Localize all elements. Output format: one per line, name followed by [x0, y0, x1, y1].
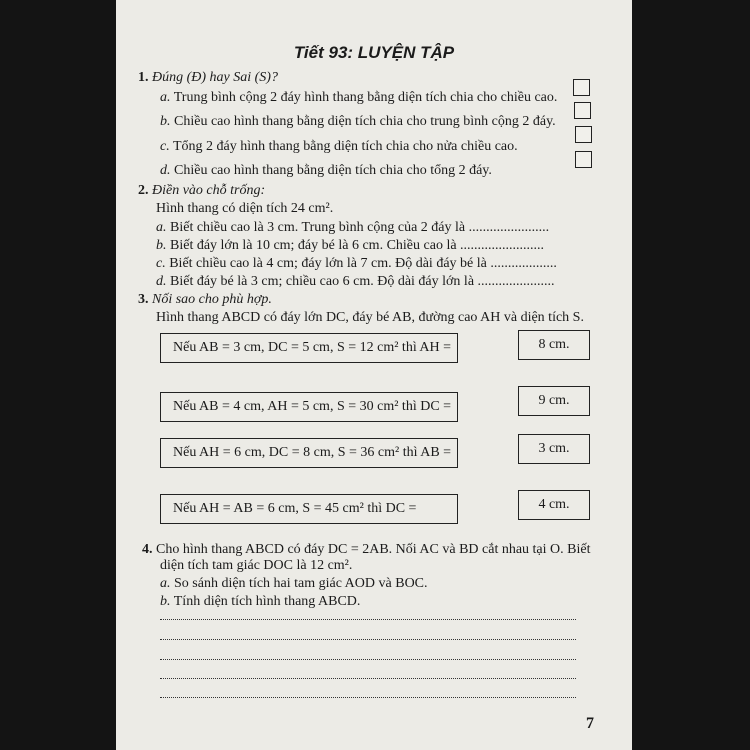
match-left-4[interactable]: Nếu AH = AB = 6 cm, S = 45 cm² thì DC =: [160, 494, 458, 524]
match-right-1[interactable]: 8 cm.: [518, 330, 590, 360]
answer-checkbox-b[interactable]: [574, 102, 591, 119]
worksheet-page: [116, 0, 632, 750]
q4-item-a: a. So sánh diện tích hai tam giác AOD và BOC.: [160, 576, 428, 591]
answer-line[interactable]: [160, 639, 576, 640]
q1-item-b: b. Chiều cao hình thang bằng diện tích chia cho trung bình cộng 2 đáy.: [160, 114, 556, 129]
answer-line[interactable]: [160, 678, 576, 679]
q2-item-d: d. Biết đáy bé là 3 cm; chiều cao 6 cm. Độ dài đáy lớn là ......................: [156, 274, 555, 289]
q3-heading: 3. Nối sao cho phù hợp.: [138, 292, 272, 307]
answer-checkbox-d[interactable]: [575, 151, 592, 168]
match-left-1[interactable]: Nếu AB = 3 cm, DC = 5 cm, S = 12 cm² thì AH =: [160, 333, 458, 363]
answer-line[interactable]: [160, 697, 576, 698]
scan-border-right: [632, 0, 750, 750]
q1-heading: 1. Đúng (Đ) hay Sai (S)?: [138, 70, 278, 85]
q2-item-a: a. Biết chiều cao là 3 cm. Trung bình cộng của 2 đáy là .......................: [156, 220, 550, 235]
q2-item-c: c. Biết chiều cao là 4 cm; đáy lớn là 7 cm. Độ dài đáy bé là ...................: [156, 256, 557, 271]
answer-line[interactable]: [160, 659, 576, 660]
page-number: 7: [586, 715, 594, 732]
q1-item-c: c. Tổng 2 đáy hình thang bằng diện tích chia cho nửa chiều cao.: [160, 139, 518, 154]
match-right-4[interactable]: 4 cm.: [518, 490, 590, 520]
q3-intro: Hình thang ABCD có đáy lớn DC, đáy bé AB, đường cao AH và diện tích S.: [156, 310, 584, 325]
q4-line2: diện tích tam giác DOC là 12 cm².: [160, 558, 353, 573]
answer-line[interactable]: [160, 619, 576, 620]
q2-item-b: b. Biết đáy lớn là 10 cm; đáy bé là 6 cm. Chiều cao là ........................: [156, 238, 545, 253]
q4-line1: 4. Cho hình thang ABCD có đáy DC = 2AB. Nối AC và BD cắt nhau tại O. Biết: [142, 542, 591, 557]
q1-item-a: a. Trung bình cộng 2 đáy hình thang bằng diện tích chia cho chiều cao.: [160, 90, 558, 105]
q2-heading: 2. Điền vào chỗ trống:: [138, 183, 266, 198]
match-right-3[interactable]: 3 cm.: [518, 434, 590, 464]
lesson-title: Tiết 93: LUYỆN TẬP: [293, 43, 455, 62]
answer-checkbox-c[interactable]: [575, 126, 592, 143]
q1-item-d: d. Chiều cao hình thang bằng diện tích chia cho tổng 2 đáy.: [160, 163, 492, 178]
match-left-2[interactable]: Nếu AB = 4 cm, AH = 5 cm, S = 30 cm² thì DC =: [160, 392, 458, 422]
match-left-3[interactable]: Nếu AH = 6 cm, DC = 8 cm, S = 36 cm² thì AB =: [160, 438, 458, 468]
q4-item-b: b. Tính diện tích hình thang ABCD.: [160, 594, 361, 609]
answer-checkbox-a[interactable]: [573, 79, 590, 96]
match-right-2[interactable]: 9 cm.: [518, 386, 590, 416]
q2-intro: Hình thang có diện tích 24 cm².: [156, 201, 334, 216]
scan-border-left: [0, 0, 116, 750]
